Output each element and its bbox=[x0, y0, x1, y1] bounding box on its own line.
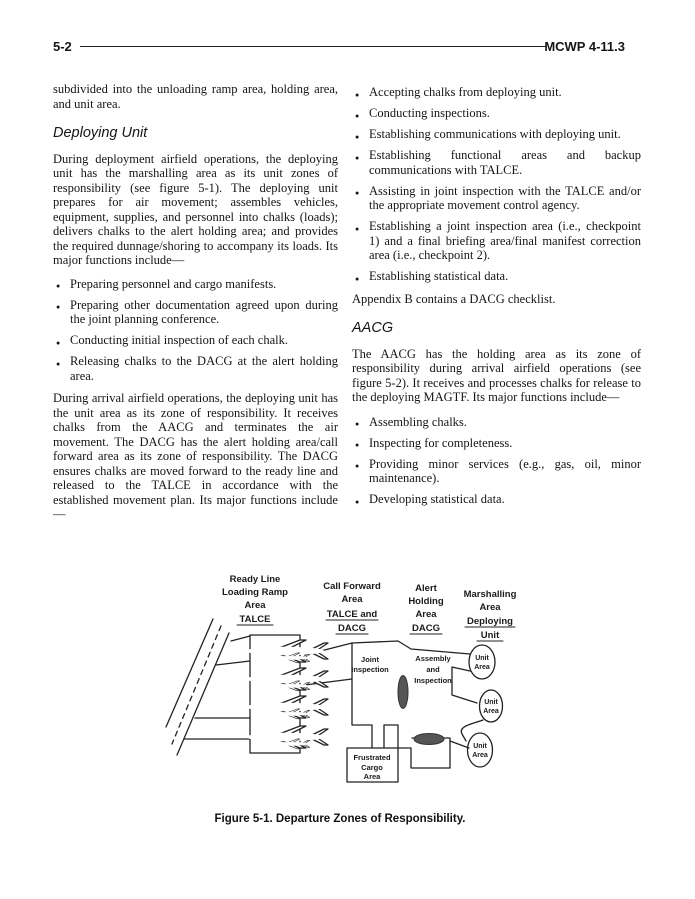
doc-number: MCWP 4-11.3 bbox=[544, 39, 625, 54]
svg-text:Area: Area bbox=[415, 609, 437, 620]
svg-text:Assembly: Assembly bbox=[415, 654, 451, 663]
list-item: ● Assisting in joint inspection with the TALCE and/or the appropriate movement control agency. bbox=[352, 184, 641, 213]
list-item: ● Establishing statistical data. bbox=[352, 269, 641, 284]
svg-text:Deploying: Deploying bbox=[467, 616, 513, 627]
list-item: ● Conducting inspections. bbox=[352, 106, 641, 121]
zone-label-alert-holding bbox=[408, 583, 444, 634]
list-item: ● Assembling chalks. bbox=[352, 415, 641, 430]
intro-paragraph: subdivided into the unloading ramp area, holding area, and unit area. bbox=[53, 82, 338, 111]
svg-text:TALCE and: TALCE and bbox=[326, 609, 378, 620]
dacg-bullet-list bbox=[352, 85, 641, 284]
svg-text:Area: Area bbox=[479, 602, 501, 613]
unit-area-circle bbox=[480, 690, 503, 722]
aacg-paragraph: The AACG has the holding area as its zone of responsibility during arrival airfield operations (see figure 5-2). It receives and processes chalks for release to the deploying MAGTF. Its major functions include— bbox=[352, 346, 641, 404]
svg-text:Unit: Unit bbox=[484, 699, 498, 706]
svg-text:DACG: DACG bbox=[338, 623, 366, 634]
label-joint-inspection bbox=[351, 655, 389, 674]
section-heading-deploying-unit: Deploying Unit bbox=[53, 125, 148, 141]
zone-label-marshalling bbox=[464, 589, 517, 641]
appendix-note: Appendix B contains a DACG checklist. bbox=[352, 291, 556, 306]
runway bbox=[166, 619, 250, 755]
svg-text:Unit: Unit bbox=[475, 655, 489, 662]
vehicle-ellipse bbox=[398, 676, 408, 709]
svg-text:Holding: Holding bbox=[408, 596, 444, 607]
zone-label-call-forward bbox=[323, 581, 381, 634]
svg-text:and: and bbox=[426, 665, 440, 674]
list-item: ● Establishing functional areas and backup communications with TALCE. bbox=[352, 148, 641, 177]
svg-text:Area: Area bbox=[341, 594, 363, 605]
svg-text:Loading Ramp: Loading Ramp bbox=[222, 587, 288, 598]
svg-text:Joint: Joint bbox=[361, 655, 379, 664]
deploying-unit-bullet-list bbox=[53, 277, 338, 384]
list-item: ● Preparing personnel and cargo manifests. bbox=[53, 277, 338, 292]
list-item: ● Accepting chalks from deploying unit. bbox=[352, 85, 641, 100]
aacg-bullet-list bbox=[352, 415, 641, 507]
list-item: ● Establishing communications with deploying unit. bbox=[352, 127, 641, 142]
svg-text:Inspection: Inspection bbox=[414, 676, 452, 685]
label-unit-area-1 bbox=[474, 655, 490, 671]
svg-text:Area: Area bbox=[363, 772, 381, 781]
label-unit-area-3 bbox=[472, 743, 488, 759]
list-item: ● Conducting initial inspection of each chalk. bbox=[53, 333, 338, 348]
label-unit-area-2 bbox=[483, 699, 499, 715]
label-assembly-inspection bbox=[414, 654, 452, 685]
figure-caption: Figure 5-1. Departure Zones of Responsibility. bbox=[214, 813, 466, 825]
list-item: ● Releasing chalks to the DACG at the alert holding area. bbox=[53, 354, 338, 383]
svg-text:Area: Area bbox=[244, 600, 266, 611]
page-number: 5-2 bbox=[53, 39, 72, 54]
svg-text:Marshalling: Marshalling bbox=[463, 589, 517, 600]
zone-label-ready-line bbox=[222, 574, 288, 625]
taxiway-line bbox=[231, 636, 250, 641]
deployment-paragraph: During deployment airfield operations, the deploying unit has the marshalling area as its unit zones of responsibility (see figure 5-1). The deploying unit prepares for air movement; assembles vehicles, equipment, supplies, and personnel into chalks (loads); delivers chalks to the alert holding area; and provides the required dunnage/shoring to accompany its loads. Its major functions include— bbox=[53, 151, 338, 267]
list-item: ● Developing statistical data. bbox=[352, 492, 641, 507]
right-column bbox=[352, 82, 641, 515]
taxiway-line bbox=[216, 661, 250, 665]
svg-text:DACG: DACG bbox=[412, 623, 440, 634]
svg-text:Ready Line: Ready Line bbox=[229, 574, 281, 585]
svg-text:Unit: Unit bbox=[473, 743, 487, 750]
svg-text:Inspection: Inspection bbox=[351, 665, 389, 674]
figure-diagram bbox=[60, 570, 640, 818]
svg-text:Area: Area bbox=[483, 708, 499, 715]
svg-text:Frustrated: Frustrated bbox=[353, 753, 391, 762]
svg-text:Area: Area bbox=[472, 752, 488, 759]
svg-text:Alert: Alert bbox=[415, 583, 437, 594]
svg-text:TALCE: TALCE bbox=[239, 614, 271, 625]
vehicle-ellipse bbox=[414, 734, 444, 745]
list-item: ● Preparing other documentation agreed upon during the joint planning conference. bbox=[53, 298, 338, 327]
unit-area-circle bbox=[468, 733, 493, 767]
section-heading-aacg: AACG bbox=[352, 320, 394, 336]
list-item: ● Inspecting for completeness. bbox=[352, 436, 641, 451]
svg-text:Cargo: Cargo bbox=[361, 763, 383, 772]
svg-text:Call Forward: Call Forward bbox=[323, 581, 381, 592]
arrival-paragraph: During arrival airfield operations, the deploying unit has the unit area as its zone of responsibility. It receives chalks from the AACG and terminates the air movement. The DACG has the alert holding area/call forward area as its zone of responsibility. The DACG ensures chalks are moved forward to the ready line and released to the TALCE in accordance with the established movement plan. Its major functions include— bbox=[53, 391, 338, 521]
list-item: ● Establishing a joint inspection area (i.e., checkpoint 1) and a final briefing area/final manifest correction area (i.e., checkpoint 2). bbox=[352, 219, 641, 263]
aircraft-group bbox=[246, 640, 328, 749]
svg-text:Area: Area bbox=[474, 664, 490, 671]
svg-text:Unit: Unit bbox=[480, 630, 500, 641]
list-item: ● Providing minor services (e.g., gas, oil, minor maintenance). bbox=[352, 457, 641, 486]
unit-area-circle bbox=[469, 645, 495, 679]
header-rule bbox=[80, 46, 546, 47]
left-column bbox=[53, 82, 338, 531]
